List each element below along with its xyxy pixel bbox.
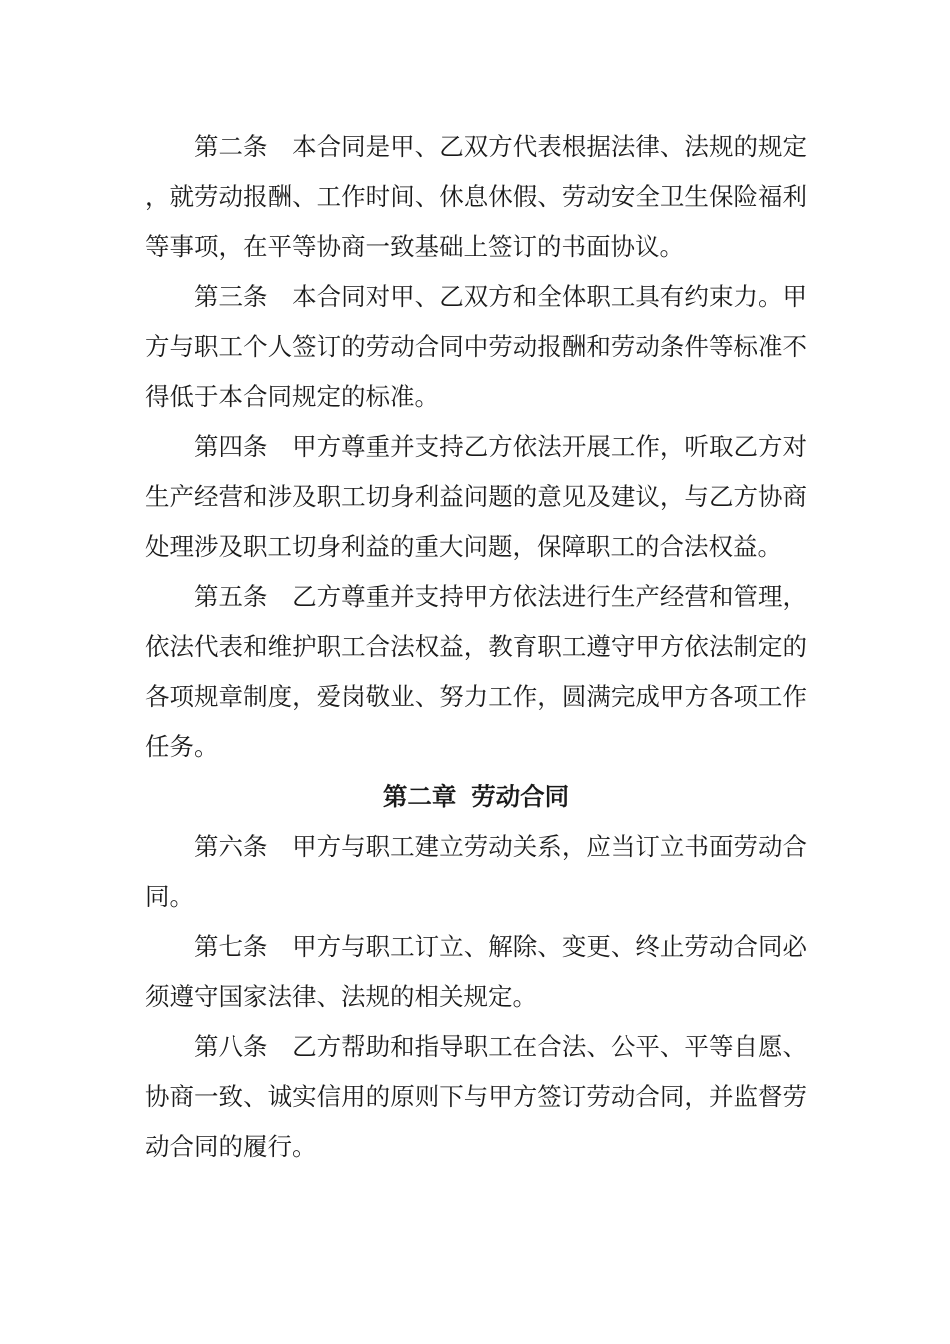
article-3 — [145, 272, 807, 422]
article-text: 乙方尊重并支持甲方依法进行生产经营和管理，依法代表和维护职工合法权益，教育职工遵守甲方依法制定的各项规章制度，爱岗敬业、努力工作，圆满完成甲方各项工作任务。 — [145, 582, 808, 761]
article-text: 乙方帮助和指导职工在合法、公平、平等自愿、协商一致、诚实信用的原则下与甲方签订劳动合同，并监督劳动合同的履行。 — [145, 1032, 808, 1161]
chapter-number: 第二章 — [382, 782, 457, 811]
article-number: 第三条 — [194, 282, 268, 311]
article-number: 第五条 — [194, 582, 268, 611]
document-body — [145, 122, 807, 1172]
article-text: 甲方与职工建立劳动关系，应当订立书面劳动合同。 — [145, 832, 808, 911]
article-number: 第二条 — [194, 132, 268, 161]
article-text: 甲方尊重并支持乙方依法开展工作，听取乙方对生产经营和涉及职工切身利益问题的意见及建议，与乙方协商处理涉及职工切身利益的重大问题，保障职工的合法权益。 — [145, 432, 808, 561]
article-number: 第八条 — [194, 1032, 268, 1061]
chapter-heading — [145, 772, 807, 822]
article-5 — [145, 572, 807, 772]
article-text: 本合同对甲、乙双方和全体职工具有约束力。甲方与职工个人签订的劳动合同中劳动报酬和劳动条件等标准不得低于本合同规定的标准。 — [145, 282, 808, 411]
article-text: 甲方与职工订立、解除、变更、终止劳动合同必须遵守国家法律、法规的相关规定。 — [145, 932, 808, 1011]
article-7 — [145, 922, 807, 1022]
article-8 — [145, 1022, 807, 1172]
article-number: 第六条 — [194, 832, 268, 861]
article-4 — [145, 422, 807, 572]
article-2 — [145, 122, 807, 272]
article-number: 第四条 — [194, 432, 268, 461]
chapter-title: 劳动合同 — [471, 782, 570, 811]
article-text: 本合同是甲、乙双方代表根据法律、法规的规定，就劳动报酬、工作时间、休息休假、劳动安全卫生保险福利等事项，在平等协商一致基础上签订的书面协议。 — [145, 132, 808, 261]
article-6 — [145, 822, 807, 922]
article-number: 第七条 — [194, 932, 268, 961]
